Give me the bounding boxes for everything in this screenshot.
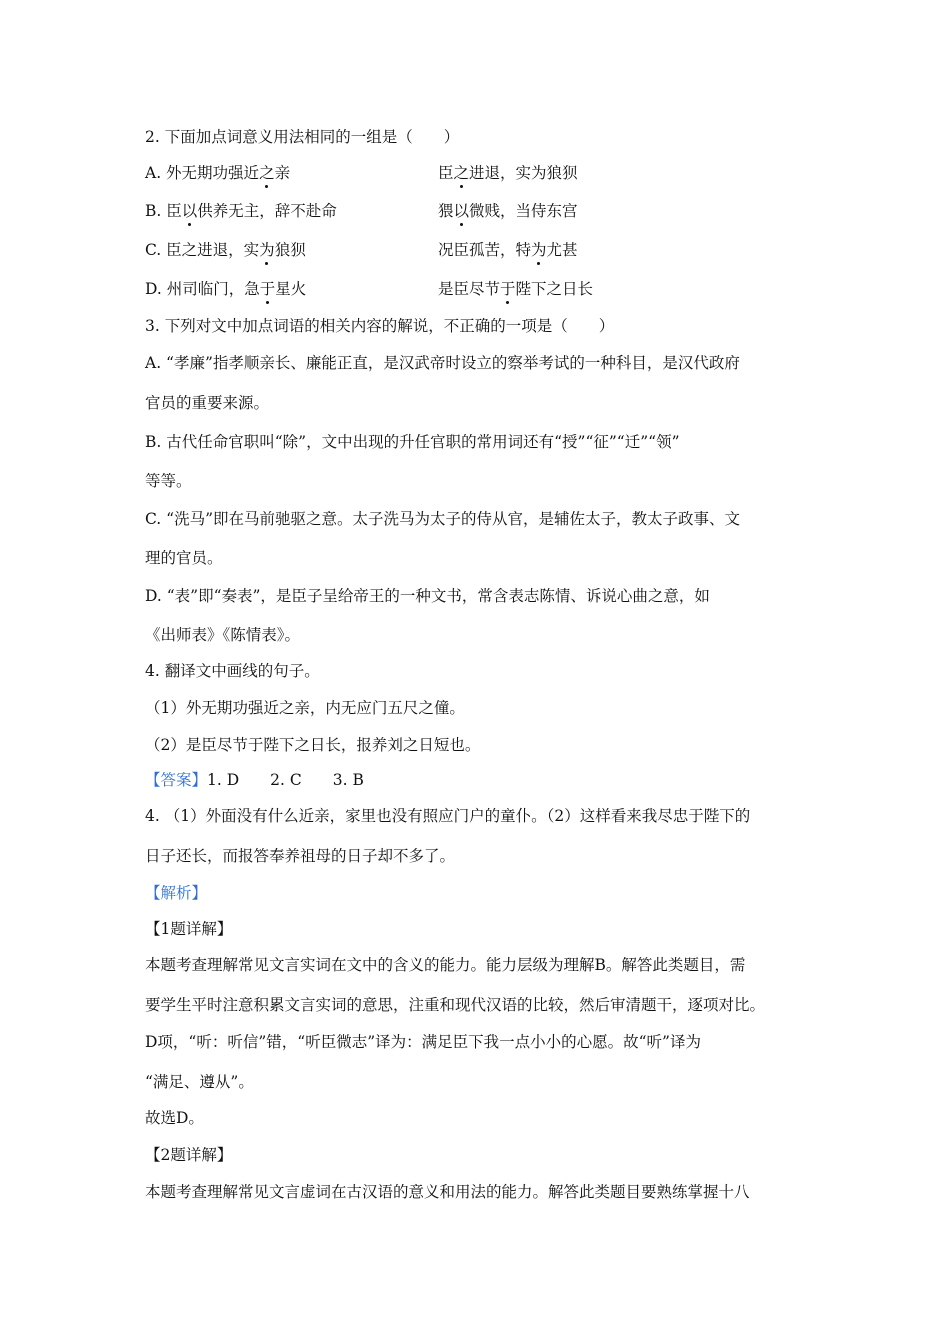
q3-option-b-line2: 等等。 <box>145 472 192 490</box>
q3-option-b-line1: B. 古代任命官职叫“除”，文中出现的升任官职的常用词还有“授”“征”“迁”“领” <box>145 433 680 451</box>
dotted-char: 于 <box>259 280 276 298</box>
dotted-char: 之 <box>259 164 275 182</box>
question-3-stem: 3. 下列对文中加点词语的相关内容的解说，不正确的一项是（ ） <box>145 317 615 335</box>
answer-q4-line1: 4. （1）外面没有什么近亲，家里也没有照应门户的童仆。（2）这样看来我尽忠于陛下的 <box>145 807 751 825</box>
q4-sentence-1: （1）外无期功强近之亲，内无应门五尺之僮。 <box>145 699 465 717</box>
detail-1-line5: 故选D。 <box>145 1109 204 1127</box>
analysis-tag: 【解析】 <box>145 884 208 902</box>
dotted-char: 为 <box>259 241 275 259</box>
answer-q4-line2: 日子还长，而报答奉养祖母的日子却不多了。 <box>145 847 456 865</box>
question-4-stem: 4. 翻译文中画线的句子。 <box>145 662 320 680</box>
q3-option-a-line2: 官员的重要来源。 <box>145 394 270 412</box>
dotted-char: 为 <box>531 241 547 259</box>
q2-option-d-left: D. 州司临门，急于星火 <box>145 280 307 298</box>
q3-option-d-line2: 《出师表》《陈情表》。 <box>145 626 301 644</box>
detail-1-line4: “满足、遵从”。 <box>145 1073 254 1091</box>
q3-option-a-line1: A. “孝廉”指孝顺亲长、廉能正直，是汉武帝时设立的察举考试的一种科目，是汉代政府 <box>145 354 740 372</box>
detail-2-line1: 本题考查理解常见文言虚词在古汉语的意义和用法的能力。解答此类题目要熟练掌握十八 <box>145 1183 750 1201</box>
q4-sentence-2: （2）是臣尽节于陛下之日长，报养刘之日短也。 <box>145 736 481 754</box>
q2-option-c-left: C. 臣之进退，实为狼狈 <box>145 241 306 259</box>
q2-option-b-left: B. 臣以供养无主，辞不赴命 <box>145 202 337 220</box>
detail-1-line3: D项，“听：听信”错，“听臣微志”译为：满足臣下我一点小小的心愿。故“听”译为 <box>145 1033 701 1051</box>
answer-text: 1. D 2. C 3. B <box>207 771 364 789</box>
q3-option-d-line1: D. “表”即“奏表”，是臣子呈给帝王的一种文书，常含表志陈情、诉说心曲之意，如 <box>145 587 710 605</box>
detail-1-line2: 要学生平时注意积累文言实词的意思，注重和现代汉语的比较，然后审清题干，逐项对比。 <box>145 996 766 1014</box>
q2-option-a-left: A. 外无期功强近之亲 <box>145 164 291 182</box>
dotted-char: 之 <box>453 164 470 182</box>
dotted-char: 以 <box>181 202 198 220</box>
q2-option-b-right: 猥以微贱，当侍东宫 <box>438 202 578 220</box>
detail-heading-2: 【2题详解】 <box>145 1146 233 1164</box>
answer-tag: 【答案】 <box>145 771 208 789</box>
question-2-stem: 2. 下面加点词意义用法相同的一组是（ ） <box>145 128 460 146</box>
detail-1-line1: 本题考查理解常见文言实词在文中的含义的能力。能力层级为理解B。解答此类题目，需 <box>145 956 746 974</box>
detail-heading-1: 【1题详解】 <box>145 920 233 938</box>
q2-option-d-right: 是臣尽节于陛下之日长 <box>438 280 594 298</box>
q3-option-c-line1: C. “洗马”即在马前驰驱之意。太子洗马为太子的侍从官，是辅佐太子，教太子政事、文 <box>145 510 741 528</box>
q2-option-a-right: 臣之进退，实为狼狈 <box>438 164 578 182</box>
q2-option-c-right: 况臣孤苦，特为尤甚 <box>438 241 578 259</box>
answer-line <box>145 770 364 790</box>
q3-option-c-line2: 理的官员。 <box>145 549 223 567</box>
dotted-char: 以 <box>453 202 470 220</box>
dotted-char: 于 <box>500 280 516 298</box>
